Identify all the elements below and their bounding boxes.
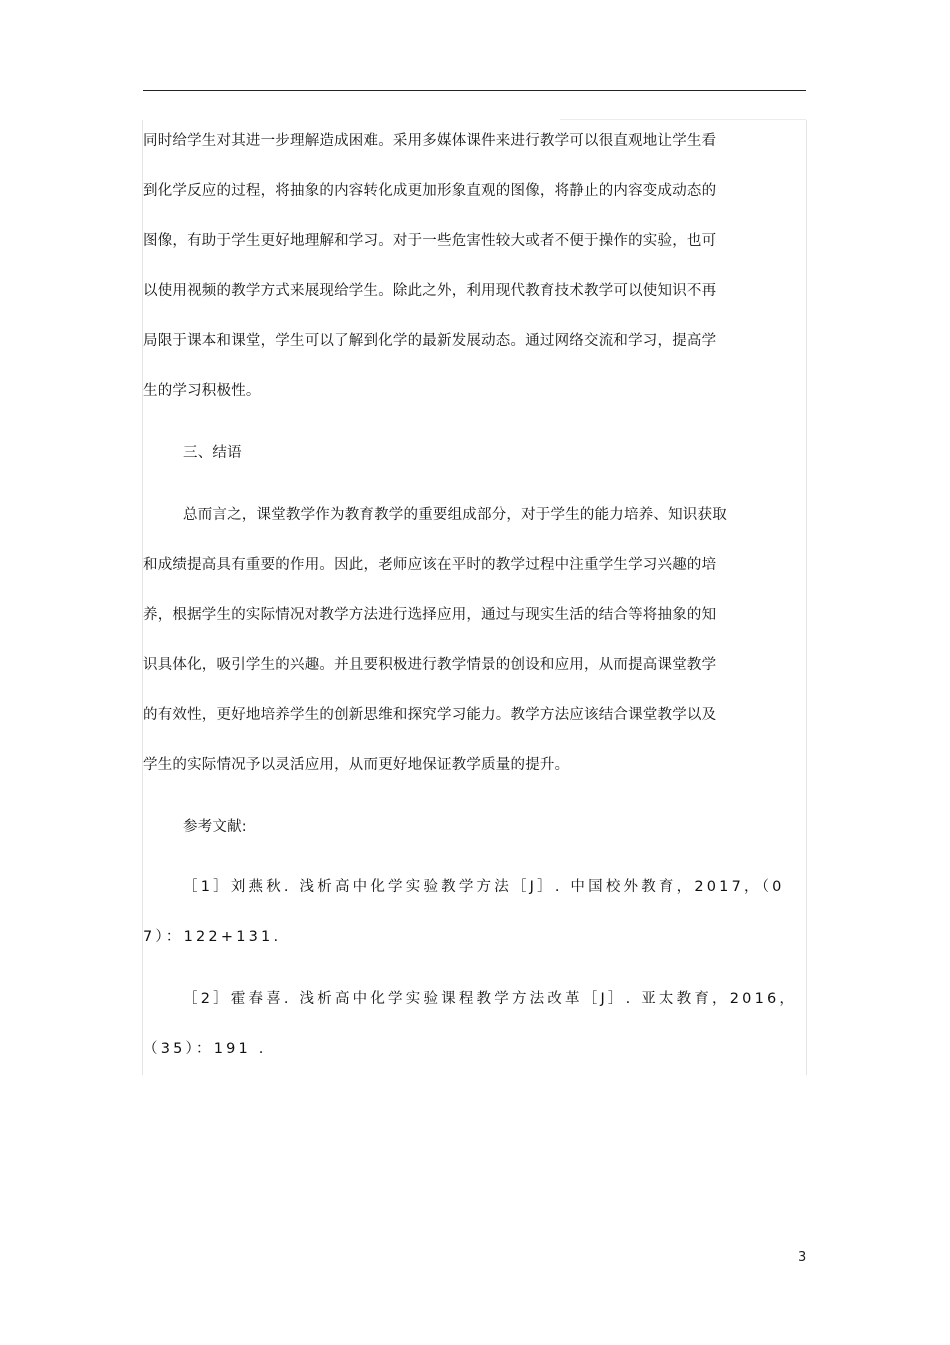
paragraph-line: 局限于课本和课堂，学生可以了解到化学的最新发展动态。通过网络交流和学习，提高学 [143,333,717,349]
paragraph-line: 图像，有助于学生更好地理解和学习。对于一些危害性较大或者不便于操作的实验，也可 [143,233,717,249]
section-heading: 三、结语 [183,445,242,461]
paragraph-line: 识具体化，吸引学生的兴趣。并且要积极进行教学情景的创设和应用，从而提高课堂教学 [143,657,717,673]
header-rule [143,90,806,91]
text-frame-top-edge [560,119,806,120]
reference-line: ［1］刘燕秋. 浅析高中化学实验教学方法［J］. 中国校外教育，2017，（0 [183,879,785,895]
paragraph-line: 总而言之，课堂教学作为教育教学的重要组成部分，对于学生的能力培养、知识获取 [183,507,727,523]
text-frame-right-edge [806,120,807,1075]
paragraph-line: 学生的实际情况予以灵活应用，从而更好地保证教学质量的提升。 [143,757,570,773]
reference-line: （35）：191 . [143,1041,267,1057]
page-number: 3 [798,1250,807,1265]
paragraph-line: 以使用视频的教学方式来展现给学生。除此之外，利用现代教育技术教学可以使知识不再 [143,283,717,299]
paragraph-line: 的有效性，更好地培养学生的创新思维和探究学习能力。教学方法应该结合课堂教学以及 [143,707,717,723]
paragraph-line: 养，根据学生的实际情况对教学方法进行选择应用，通过与现实生活的结合等将抽象的知 [143,607,717,623]
paragraph-line: 到化学反应的过程，将抽象的内容转化成更加形象直观的图像，将静止的内容变成动态的 [143,183,717,199]
reference-line: ［2］霍春喜. 浅析高中化学实验课程教学方法改革［J］. 亚太教育，2016， [183,991,798,1007]
references-heading: 参考文献: [183,819,247,835]
paragraph-line: 同时给学生对其进一步理解造成困难。采用多媒体课件来进行教学可以很直观地让学生看 [143,133,717,149]
paragraph-line: 生的学习积极性。 [143,383,261,399]
paragraph-line: 和成绩提高具有重要的作用。因此，老师应该在平时的教学过程中注重学生学习兴趣的培 [143,557,717,573]
reference-line: 7）：122+131. [143,929,282,945]
